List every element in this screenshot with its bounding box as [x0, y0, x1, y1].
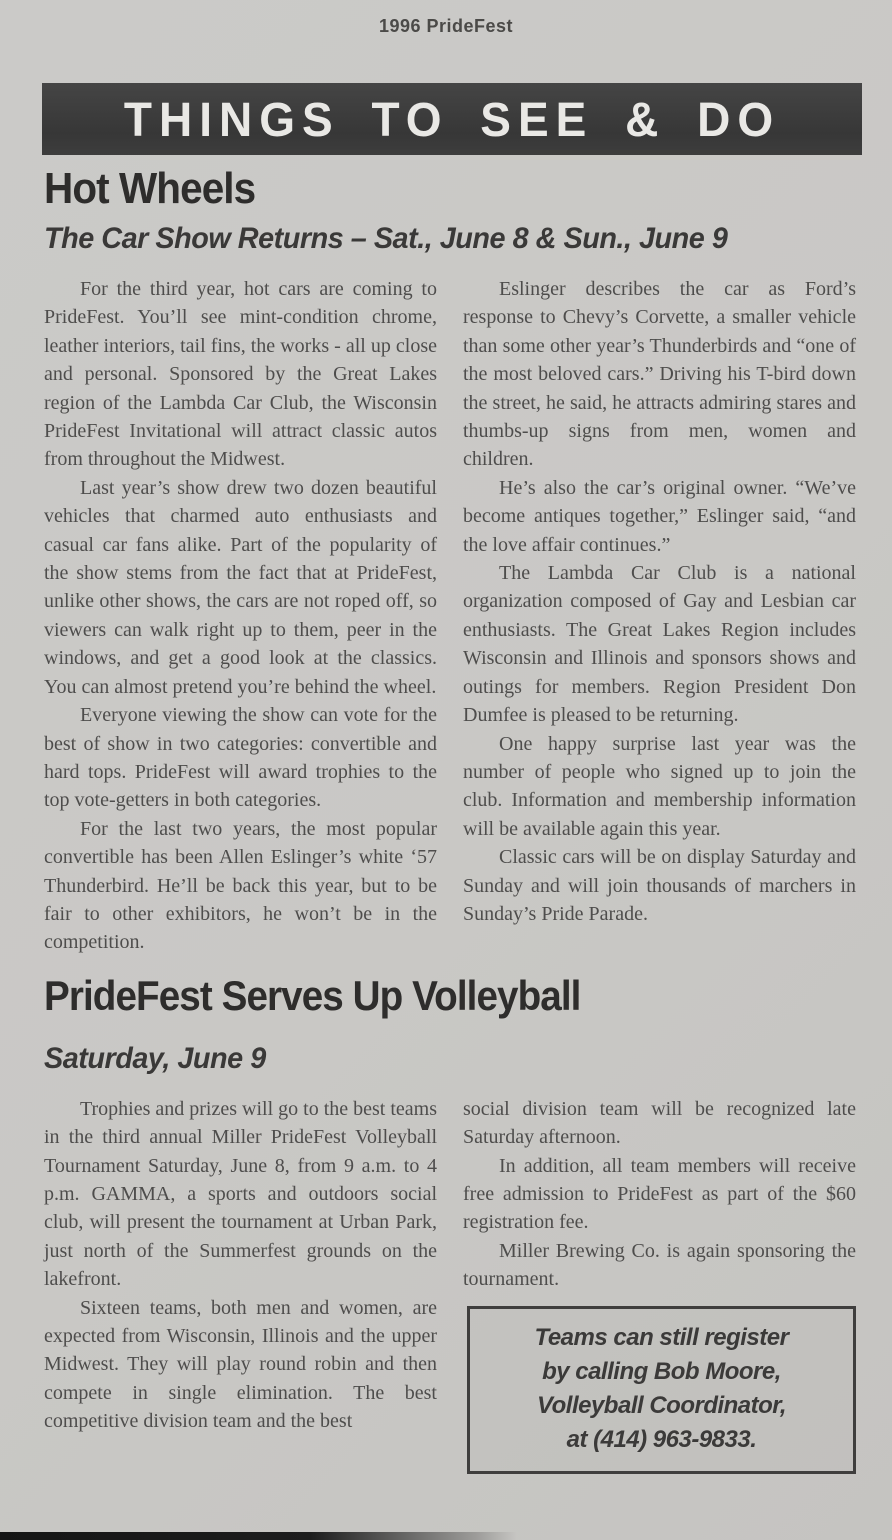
paragraph: In addition, all team members will receive free admission to PrideFest as part of the $60 registration fee.: [463, 1154, 856, 1234]
article1-right-column: [463, 275, 856, 957]
paragraph: He’s also the car’s original owner. “We’ve become antiques together,” Eslinger said, “and the love affair continues.”: [463, 476, 856, 556]
paragraph: Last year’s show drew two dozen beautiful vehicles that charmed auto enthusiasts and casual car fans alike. Part of the popularity of the show stems from the fact that at PrideFest, unlike other shows, the cars are not roped off, so viewers can walk right up to them, peer in the windows, and get a good look at the classics. You can almost pretend you’re behind the wheel.: [44, 476, 437, 698]
article-hot-wheels: [0, 165, 892, 957]
registration-callout-box: [467, 1306, 856, 1474]
paragraph: For the third year, hot cars are coming to PrideFest. You’ll see mint-condition chrome, leather interiors, tail fins, the works - all up close and personal. Sponsored by the Great Lakes region of the Lambda Car Club, the Wisconsin PrideFest Invitational will attract classic autos from throughout the Midwest.: [44, 278, 437, 471]
paragraph: social division team will be recognized late Saturday afternoon.: [463, 1097, 856, 1149]
article-volleyball: [0, 971, 892, 1474]
paragraph: One happy surprise last year was the number of people who signed up to join the club. Information and membership information will be available again this year.: [463, 732, 856, 840]
paragraph: The Lambda Car Club is a national organization composed of Gay and Lesbian car enthusiasts. The Great Lakes Region includes Wisconsin and Illinois and sponsors shows and outings for members. Region President Don Dumfee is pleased to be returning.: [463, 562, 856, 727]
paragraph: Everyone viewing the show can vote for the best of show in two categories: convertible and hard tops. PrideFest will award trophies to the top vote-getters in both categories.: [44, 704, 437, 812]
article-title-hot-wheels: Hot Wheels: [44, 164, 256, 213]
paragraph: For the last two years, the most popular convertible has been Allen Eslinger’s white ‘57 Thunderbird. He’ll be back this year, but to be fair to other exhibitors, he won’t be in the competition.: [44, 817, 437, 954]
callout-line: Volleyball Coordinator,: [537, 1391, 786, 1419]
article2-left-column: [44, 1095, 437, 1474]
article-subtitle-car-show: The Car Show Returns – Sat., June 8 & Sun., June 9: [44, 222, 728, 255]
article2-right-column: [463, 1095, 856, 1474]
paragraph: Classic cars will be on display Saturday and Sunday and will join thousands of marchers in Sunday’s Pride Parade.: [463, 846, 856, 925]
callout-line: at (414) 963-9833.: [566, 1425, 757, 1453]
scan-edge-artifact: [0, 1532, 517, 1540]
article1-left-column: [44, 275, 437, 957]
paragraph: Sixteen teams, both men and women, are expected from Wisconsin, Illinois and the upper Midwest. They will play round robin and then compete in single elimination. The best competitive division team and the best: [44, 1296, 437, 1433]
paragraph: Miller Brewing Co. is again sponsoring the tournament.: [463, 1239, 856, 1291]
section-banner-title: THINGS TO SEE & DO: [123, 91, 781, 147]
article-subtitle-saturday: Saturday, June 9: [44, 1041, 266, 1075]
section-banner: [42, 83, 862, 155]
callout-line: by calling Bob Moore,: [542, 1357, 781, 1385]
callout-line: Teams can still register: [534, 1323, 789, 1351]
paragraph: Eslinger describes the car as Ford’s response to Chevy’s Corvette, a smaller vehicle than some other year’s Thunderbirds and “one of the most beloved cars.” Driving his T-bird down the street, he said, he attracts admiring stares and thumbs-up signs from men, women and children.: [463, 278, 856, 471]
article2-columns: [0, 1095, 892, 1474]
page-header: 1996 PrideFest: [378, 16, 514, 36]
paragraph: Trophies and prizes will go to the best teams in the third annual Miller PrideFest Volleyball Tournament Saturday, June 8, from 9 a.m. to 4 p.m. GAMMA, a sports and outdoors social club, will present the tournament at Urban Park, just north of the Summerfest grounds on the lakefront.: [44, 1097, 437, 1291]
article1-columns: [0, 275, 892, 957]
article-title-volleyball: PrideFest Serves Up Volleyball: [44, 971, 581, 1019]
